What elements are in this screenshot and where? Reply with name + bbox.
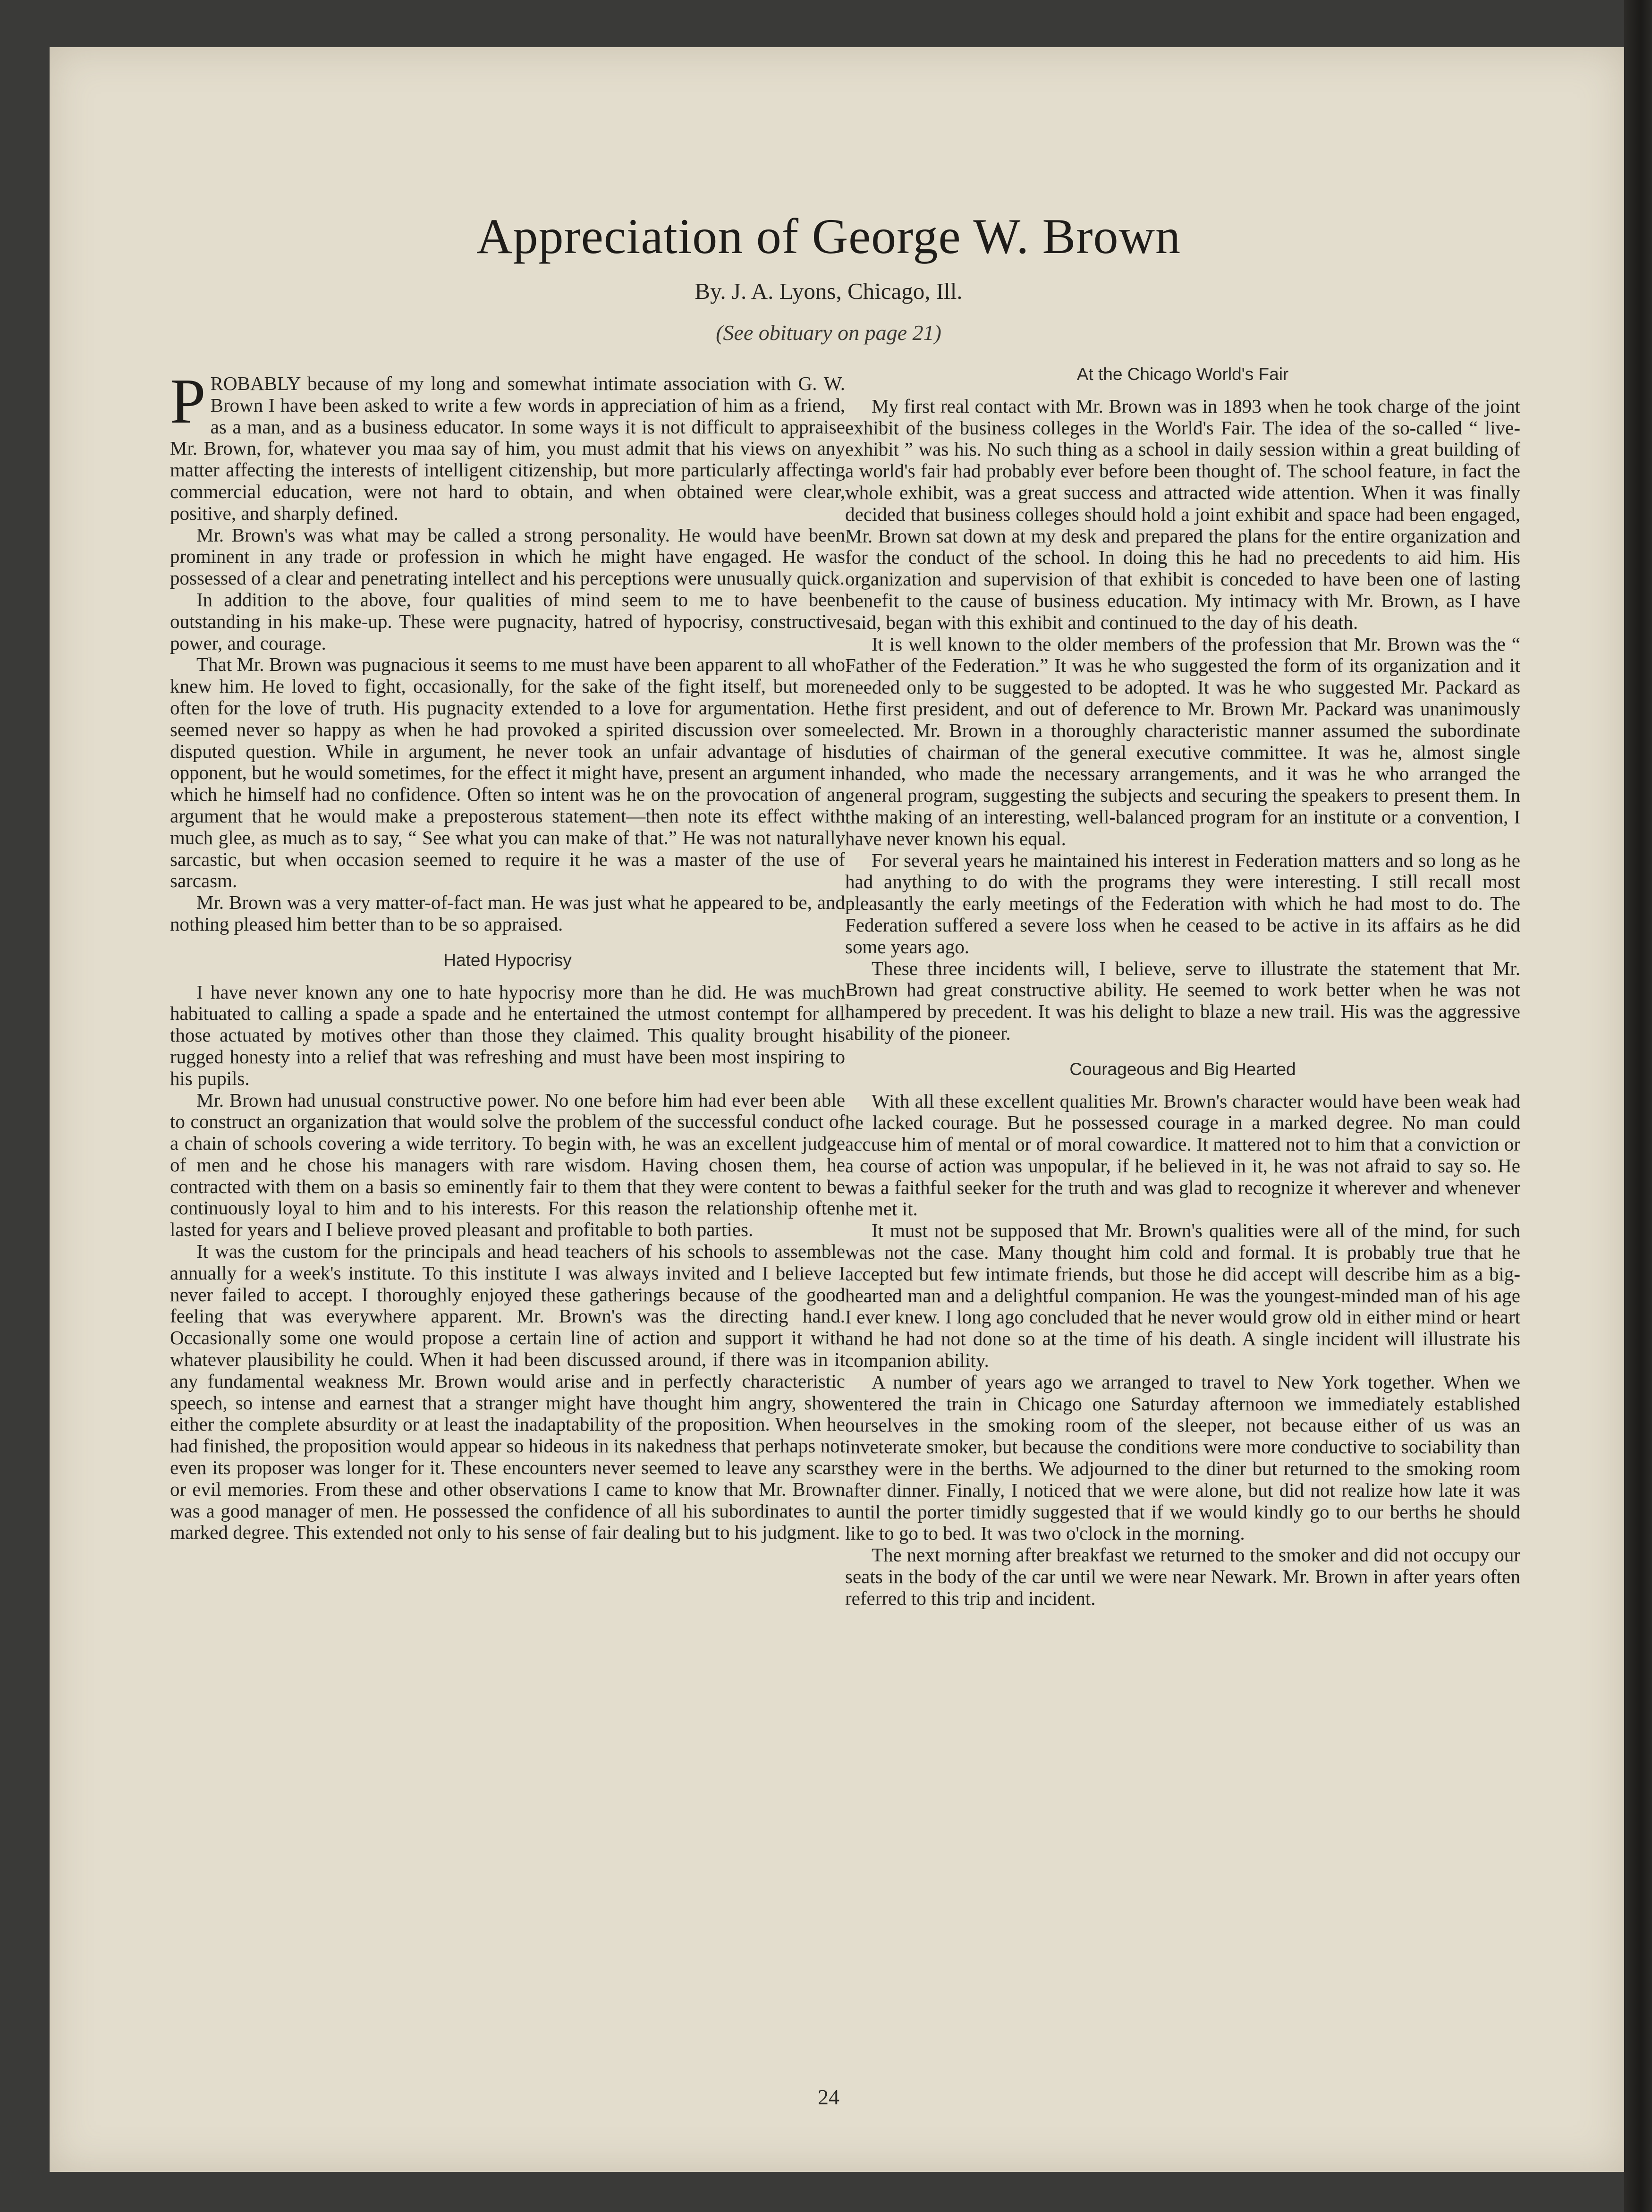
paragraph: It is well known to the older members of the profession that Mr. Brown was the “ Father of the Federation.” It was he who suggested the form of its organization and it needed only to be suggested to be adopted. It was he who suggested Mr. Packard as the first president, and out of deference to Mr. Brown Mr. Packard was unanimously elected. Mr. Brown in a thoroughly characteristic manner assumed the subordinate duties of chairman of the general executive committee. It was he, almost single handed, who made the necessary arrangements, and it was he who arranged the general program, suggesting the subjects and securing the speakers to present them. In the making of an interesting, well-balanced program for an institute or a convention, I have never known his equal. — [845, 633, 1520, 849]
article-title: Appreciation of George W. Brown — [476, 209, 1181, 264]
magazine-page — [50, 47, 1624, 2172]
drop-cap: P — [170, 366, 206, 437]
paragraph: The next morning after breakfast we returned to the smoker and did not occupy our seats in the body of the car until we were near Newark. Mr. Brown in after years often referred to this trip and incident. — [845, 1544, 1520, 1609]
article-byline: By. J. A. Lyons, Chicago, Ill. — [695, 278, 963, 304]
right-column — [845, 364, 1520, 1610]
paragraph: It was the custom for the principals and head teachers of his schools to assemble annually for a week's institute. To this institute I was always invited and I believe I never failed to accept. I thoroughly enjoyed these gatherings because of the good feeling that was everywhere apparent. Mr. Brown's was the directing hand. Occasionally some one would propose a certain line of action and support it with whatever plausibility he could. When it had been discussed around, if there was in it any fundamental weakness Mr. Brown would arise and in perfectly characteristic speech, so intense and earnest that a stranger might have thought him angry, show either the complete absurdity or at least the inadaptability of the proposition. When he had finished, the proposition would appear so hideous in its nakedness that perhaps not even its proposer was longer for it. These encounters never seemed to leave any scars or evil memories. From these and other observations I came to know that Mr. Brown was a good manager of men. He possessed the confidence of all his subordinates to a marked degree. This extended not only to his sense of fair dealing but to his judgment. — [170, 1240, 845, 1543]
intro-paragraph: PROBABLY because of my long and somewhat intimate association with G. W. Brown I have been asked to write a few words in appreciation of him as a friend, as a man, and as a business educator. In some ways it is not difficult to appraise Mr. Brown, for, whatever you maa say of him, you must admit that his views on any matter affecting the interests of intelligent citizenship, but more particularly affecting commercial education, were not hard to obtain, and when obtained were clear, positive, and sharply defined. — [170, 366, 845, 524]
paragraph: A number of years ago we arranged to travel to New York together. When we entered the train in Chicago one Saturday afternoon we immediately established ourselves in the smoking room of the sleeper, not because either of us was an inveterate smoker, but because the conditions were more conductive to sociability than they were in the berths. We adjourned to the diner but returned to the smoking room after dinner. Finally, I noticed that we were alone, but did not realize how late it was until the porter timidly suggested that if we would kindly go to our berths he should like to go to bed. It was two o'clock in the morning. — [845, 1371, 1520, 1544]
paragraph: These three incidents will, I believe, serve to illustrate the statement that Mr. Brown had great constructive ability. He seemed to work better when he was not hampered by precedent. It was his delight to blaze a new trail. His was the aggressive ability of the pioneer. — [845, 957, 1520, 1044]
section-heading-worlds-fair: At the Chicago World's Fair — [1076, 364, 1289, 384]
section-heading-hated-hypocrisy: Hated Hypocrisy — [443, 950, 572, 970]
left-column — [170, 366, 845, 1543]
paragraph: Mr. Brown was a very matter-of-fact man. He was just what he appeared to be, and nothing pleased him better than to be so appraised. — [170, 891, 845, 935]
paragraph: It must not be supposed that Mr. Brown's qualities were all of the mind, for such was not the case. Many thought him cold and formal. It is probably true that he accepted but few intimate friends, but those he did accept will describe him as a big-hearted man and a delightful companion. He was the youngest-minded man of his age I ever knew. I long ago concluded that he never would grow old in either mind or heart and he had not done so at the time of his death. A single incident will illustrate his companion ability. — [845, 1220, 1520, 1372]
paragraph: My first real contact with Mr. Brown was in 1893 when he took charge of the joint exhibit of the business colleges in the World's Fair. The idea of the so-called “ live-exhibit ” was his. No such thing as a school in daily session within a great building of a world's fair had probably ever before been thought of. The school feature, in fact the whole exhibit, was a great success and attracted wide attention. When it was finally decided that business colleges should hold a joint exhibit and space had been engaged, Mr. Brown sat down at my desk and prepared the plans for the entire organization and for the conduct of the school. In doing this he had no precedents to aid him. His organization and supervision of that exhibit is conceded to have been one of lasting benefit to the cause of business education. My intimacy with Mr. Brown, as I have said, began with this exhibit and continued to the day of his death. — [845, 395, 1520, 633]
paragraph: That Mr. Brown was pugnacious it seems to me must have been apparent to all who knew him. He loved to fight, occasionally, for the sake of the fight itself, but more often for the love of truth. His pugnacity extended to a love for argumentation. He seemed never so happy as when he had provoked a spirited discussion over some disputed question. While in argument, he never took an unfair advantage of his opponent, but he would sometimes, for the effect it might have, present an argument in which he himself had no confidence. Often so intent was he on the provocation of an argument that he would make a preposterous statement—then note its effect with much glee, as much as to say, “ See what you can make of that.” He was not naturally sarcastic, but when occasion seemed to require it he was a master of the use of sarcasm. — [170, 653, 845, 892]
paragraph: For several years he maintained his interest in Federation matters and so long as he had anything to do with the programs they were interesting. I still recall most pleasantly the early meetings of the Federation with which he had most to do. The Federation suffered a severe loss when he ceased to be active in its affairs as he did some years ago. — [845, 849, 1520, 958]
paragraph: With all these excellent qualities Mr. Brown's character would have been weak had he lacked courage. But he possessed courage in a marked degree. No man could accuse him of mental or of moral cowardice. It mattered not to him that a conviction or a course of action was unpopular, if he believed in it, he was not afraid to say so. He was a faithful seeker for the truth and was glad to recognize it wherever and whenever he met it. — [845, 1090, 1520, 1220]
scan-edge — [1624, 0, 1652, 2212]
obituary-note: (See obituary on page 21) — [716, 321, 941, 345]
page-number: 24 — [818, 2085, 839, 2109]
paragraph: Mr. Brown's was what may be called a strong personality. He would have been prominent in any trade or profession in which he might have engaged. He was possessed of a clear and penetrating intellect and his perceptions were unusually quick. — [170, 524, 845, 589]
paragraph: I have never known any one to hate hypocrisy more than he did. He was much habituated to calling a spade a spade and he entertained the utmost contempt for all those actuated by motives other than those they claimed. This quality brought his rugged honesty into a relief that was refreshing and must have been most inspiring to his pupils. — [170, 981, 845, 1089]
section-heading-courageous: Courageous and Big Hearted — [1069, 1059, 1296, 1079]
paragraph: Mr. Brown had unusual constructive power. No one before him had ever been able to construct an organization that would solve the problem of the successful conduct of a chain of schools covering a wide territory. To begin with, he was an excellent judge of men and he chose his managers with rare wisdom. Having chosen them, he contracted with them on a basis so eminently fair to them that they were content to be continuously loyal to him and to his interests. For this reason the relationship often lasted for years and I believe proved pleasant and profitable to both parties. — [170, 1089, 845, 1241]
paragraph: In addition to the above, four qualities of mind seem to me to have been outstanding in his make-up. These were pugnacity, hatred of hypocrisy, constructive power, and courage. — [170, 588, 845, 654]
